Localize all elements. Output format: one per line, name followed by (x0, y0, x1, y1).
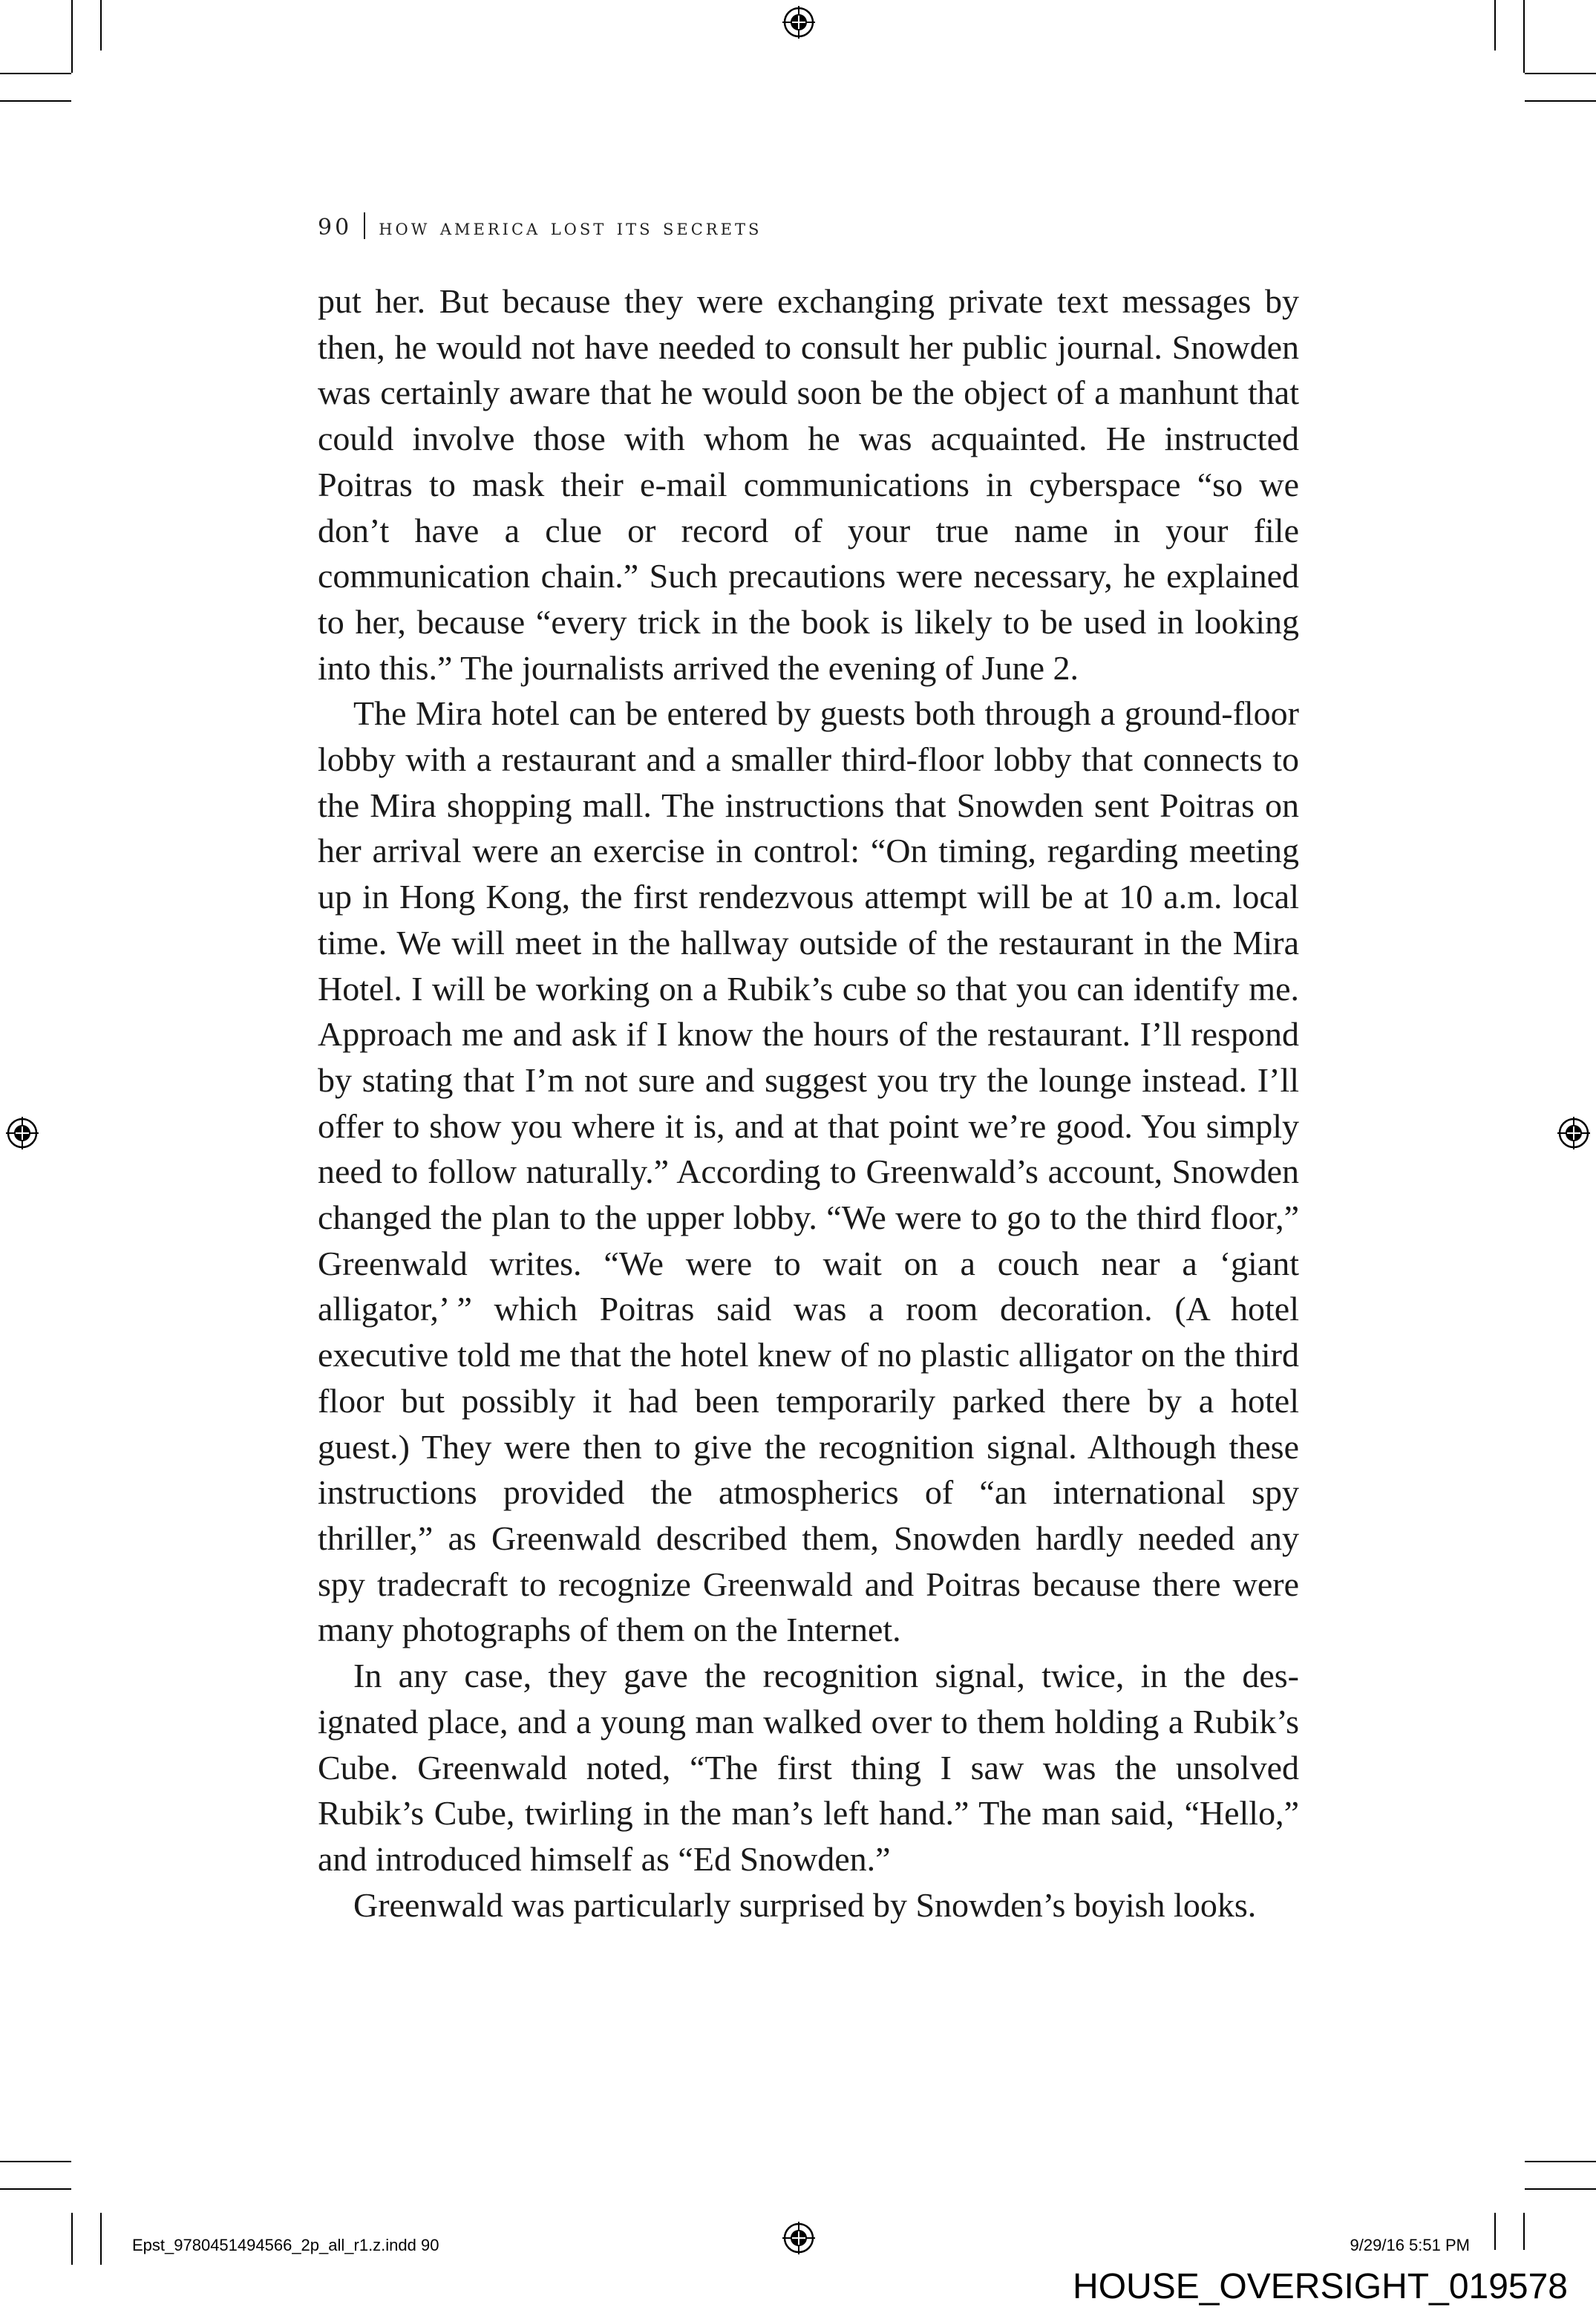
crop-mark (100, 2213, 102, 2265)
crop-mark (71, 2213, 73, 2265)
crop-mark (1525, 100, 1596, 102)
crop-mark (1494, 2213, 1496, 2250)
registration-mark-icon (6, 1117, 39, 1149)
crop-mark (1494, 0, 1496, 50)
book-title: how america lost its secrets (379, 215, 762, 241)
paragraph: put her. But because they were exchanging private text messages by then, he would not have needed to consult her public journal. Snowden was certainly aware that he would soon be the object of a manhunt that could involve those with whom he was acquainted. He instructed Poitras to mask their e-mail communications in cyberspace “so we don’t have a clue or record of your true name in your file communication chain.” Such precautions were necessary, he explained to her, because “every trick in the book is likely to be used in looking into this.” The journalists arrived the evening of June 2. (318, 282, 1299, 687)
page-number: 90 (318, 215, 353, 241)
registration-mark-icon (782, 6, 815, 39)
crop-mark (0, 100, 71, 102)
running-head (318, 212, 762, 241)
bates-number: HOUSE_OVERSIGHT_019578 (1073, 2267, 1568, 2306)
paragraph: Greenwald was particularly surprised by Snowden’s boyish looks. (353, 1885, 1257, 1924)
body-text (318, 278, 1299, 1928)
paragraph: In any case, they gave the recognition signal, twice, in the designated place, and a young man walked over to them holding a Rubik’s Cube. Greenwald noted, “The first thing I saw was the unsolved Rubik’s Cube, twirling in the man’s left hand.” The man said, “Hello,” and introduced himself as “Ed Snowden.” (318, 1657, 1299, 1878)
registration-mark-icon (1557, 1117, 1590, 1149)
crop-mark (100, 0, 102, 50)
slug-filename: Epst_9780451494566_2p_all_r1.z.indd 90 (132, 2236, 439, 2254)
running-head-divider (364, 212, 365, 239)
crop-mark (1525, 73, 1596, 74)
registration-mark-icon (782, 2222, 815, 2254)
crop-mark (1523, 2213, 1525, 2250)
paragraph: The Mira hotel can be entered by guests both through a ground-floor lobby with a restaurant and a smaller third-floor lobby that connects to the Mira shopping mall. The instructions that Snowden sent Poitras on her arrival were an exercise in control: “On timing, regarding meeting up in Hong Kong, the first rendezvous attempt will be at 10 a.m. local time. We will meet in the hallway outside of the restaurant in the Mira Hotel. I will be working on a Rubik’s cube so that you can identify me. Approach me and ask if I know the hours of the restaurant. I’ll respond by stating that I’m not sure and suggest you try the lounge instead. I’ll offer to show you where it is, and at that point we’re good. You simply need to follow naturally.” According to Greenwald’s account, Snowden changed the plan to the upper lobby. “We were to go to the third floor,” Greenwald writes. “We were to wait on a couch near a ‘giant alligator,’ ” which Poitras said was a room decoration. (A hotel executive told me that the hotel knew of no plastic alligator on the third floor but possibly it had been temporarily parked there by a hotel guest.) They were then to give the recognition signal. Although these instructions provided the atmospherics of “an international spy thriller,” as Greenwald described them, Snowden hardly needed any spy tradecraft to recognize Greenwald and Poitras because there were many photographs of them on the Internet. (318, 694, 1299, 1649)
crop-mark (0, 2188, 71, 2190)
crop-mark (1525, 2188, 1596, 2190)
crop-mark (1523, 0, 1525, 73)
crop-mark (1525, 2161, 1596, 2162)
crop-mark (0, 2161, 71, 2162)
slug-datetime: 9/29/16 5:51 PM (1350, 2236, 1470, 2254)
crop-mark (71, 0, 73, 73)
crop-mark (0, 73, 71, 74)
